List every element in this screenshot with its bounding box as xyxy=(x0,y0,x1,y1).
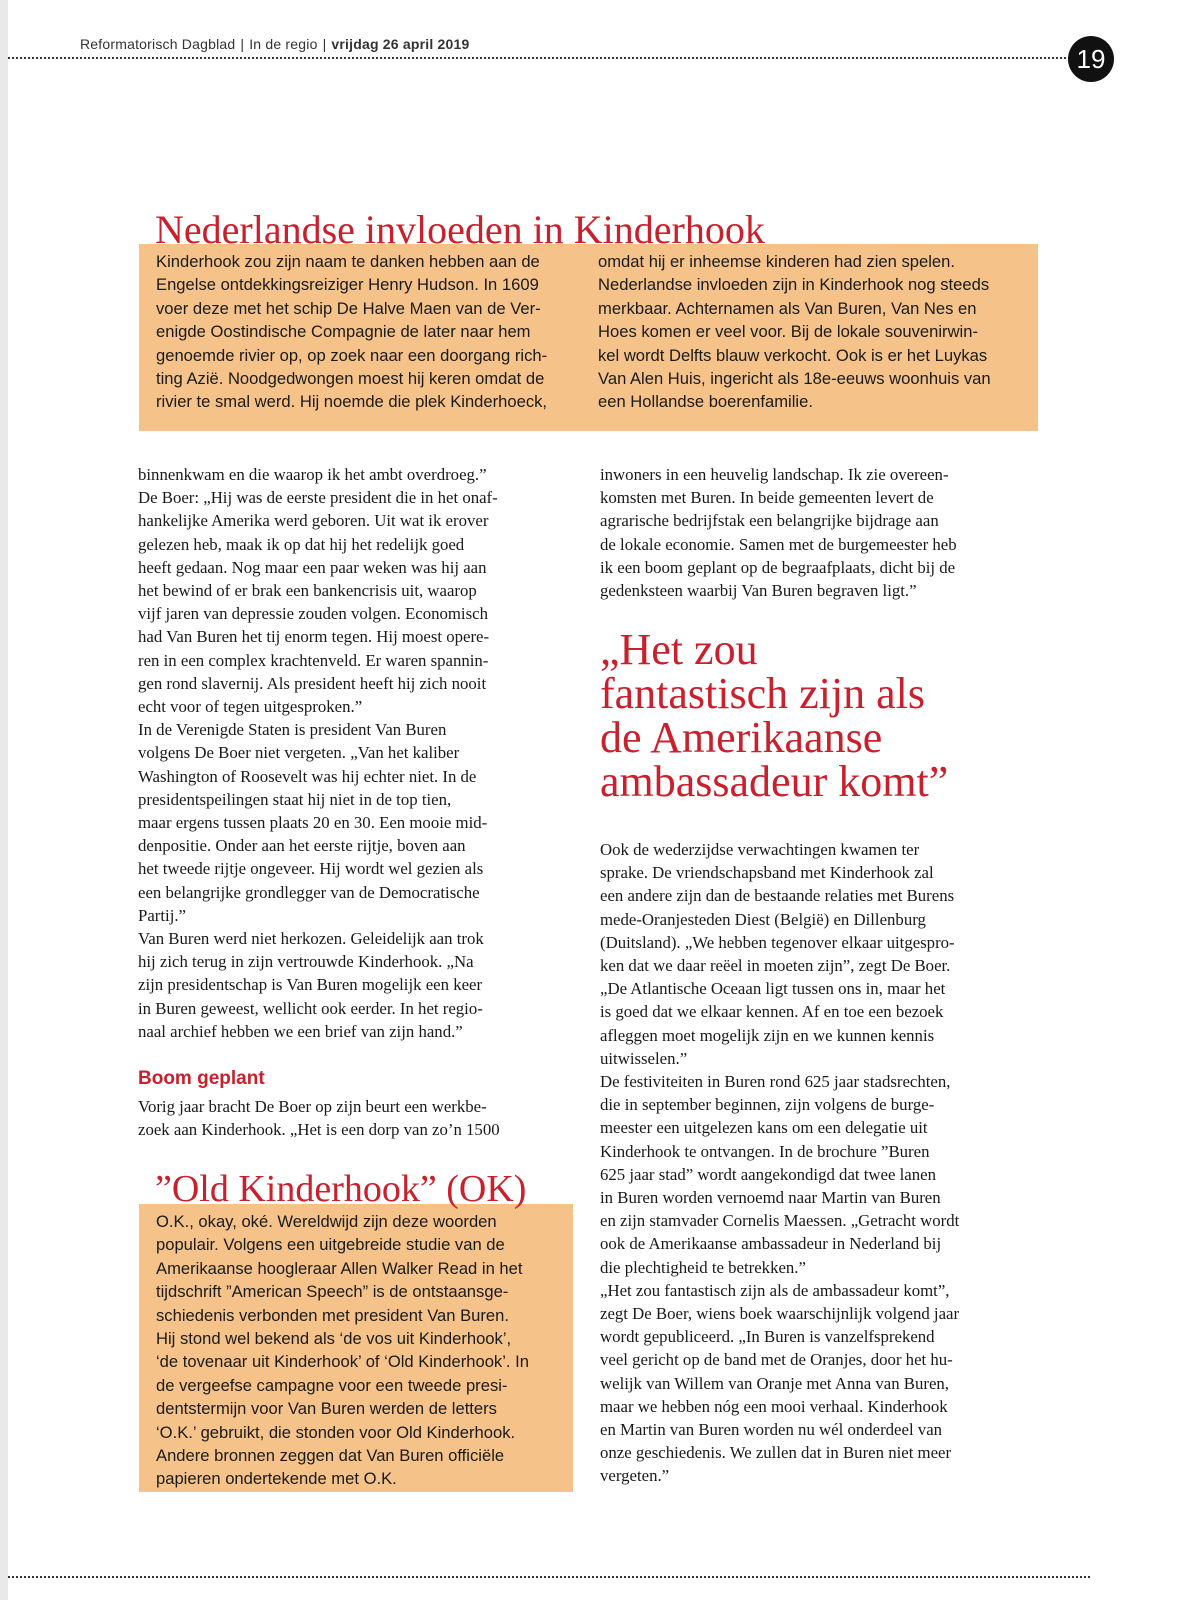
header-separator: | xyxy=(240,36,245,52)
article-text-right: inwoners in een heuvelig landschap. Ik zie overeen- komsten met Buren. In beide gemeenten levert de agrarische bedrijfstak een belangrijke bijdrage aan de lokale economie. Samen met de burgemeester heb ik een boom geplant op de begraafplaats, dicht bij de gedenksteen waarbij Van Buren begraven ligt.” xyxy=(600,465,957,601)
article-text-left-continued: Vorig jaar bracht De Boer op zijn beurt een werkbe- zoek aan Kinderhook. „Het is een dorp van zo’n 1500 xyxy=(138,1097,500,1140)
page-edge xyxy=(0,0,8,1600)
article-text-left: binnenkwam en die waarop ik het ambt overdroeg.” De Boer: „Hij was de eerste president die in het onaf- hankelijke Amerika werd geboren. Uit wat ik erover gelezen heb, maak ik op dat hij het redelijk goed heeft gedaan. Nog maar een paar weken was hij aan het bewind of er brak een bankencrisis uit, waarop vijf jaren van depressie zouden volgen. Economisch had Van Buren het tij enorm tegen. Hij moest opere- ren in een complex krachtenveld. Er waren spannin- gen rond slavernij. Als president heeft hij zich nooit echt voor of tegen uitgesproken.” In de Verenigde Staten is president Van Buren volgens De Boer niet vergeten. „Van het kaliber Washington of Roosevelt was hij echter niet. In de presidentspeilingen staat hij niet in de top tien, maar ergens tussen plaats 20 en 30. Een mooie mid- denpositie. Onder aan het eerste rijtje, boven aan het tweede rijtje ongeveer. Hij wordt wel gezien als een belangrijke grondlegger van de Democratische Partij.” Van Buren werd niet herkozen. Geleidelijk aan trok hij zich terug in zijn vertrouwde Kinderhook. „Na zijn presidentschap is Van Buren mogelijk een keer in Buren geweest, wellicht ook eerder. In het regio- naal archief hebben we een brief van zijn hand.” xyxy=(138,465,498,1041)
info-box-text-left: Kinderhook zou zijn naam te danken hebben aan de Engelse ontdekkingsreiziger Henry Hudson. In 1609 voer deze met het schip De Halve Maen van de Ver- enigde Oostindische Compagnie de later naar hem genoemde rivier op, op zoek naar een doorgang rich- ting Azië. Noodgedwongen moest hij keren omdat de rivier te smal werd. Hij noemde die plek Kinderhoeck, xyxy=(156,252,548,412)
ok-box-text: O.K., okay, oké. Wereldwijd zijn deze woorden populair. Volgens een uitgebreide studie van de Amerikaanse hoogleraar Allen Walker Read in het tijdschrift ”American Speech” is de ontstaansge- schiedenis verbonden met president Van Buren. Hij stond wel bekend als ‘de vos uit Kinderhook’, ‘de tovenaar uit Kinderhook’ of ‘Old Kinderhook’. In de vergeefse campagne voor een tweede presi- dentstermijn voor Van Buren werden de letters ‘O.K.’ gebruikt, die stonden voor Old Kinderhook. Andere bronnen zeggen dat Van Buren officiële papieren ondertekende met O.K. xyxy=(156,1212,529,1489)
info-box-text-right: omdat hij er inheemse kinderen had zien spelen. Nederlandse invloeden zijn in Kinderhook nog steeds merkbaar. Achternamen als Van Buren, Van Nes en Hoes komen er veel voor. Bij de lokale souvenirwin- kel wordt Delfts blauw verkocht. Ook is er het Luykas Van Alen Huis, ingericht als 18e-eeuws woonhuis van een Hollandse boerenfamilie. xyxy=(598,252,991,412)
page-number-badge: 19 xyxy=(1068,36,1114,82)
info-box-title: Nederlandse invloeden in Kinderhook xyxy=(155,207,765,252)
header-separator: | xyxy=(322,36,327,52)
section-name: In de regio xyxy=(249,36,318,52)
ok-box-title: ”Old Kinderhook” (OK) xyxy=(155,1168,527,1210)
issue-date: vrijdag 26 april 2019 xyxy=(331,36,470,52)
publication-name: Reformatorisch Dagblad xyxy=(80,36,236,52)
page-header xyxy=(80,36,469,52)
header-rule xyxy=(8,57,1090,59)
subheading: Boom geplant xyxy=(138,1068,265,1089)
footer-rule xyxy=(8,1576,1090,1578)
pull-quote: „Het zou fantastisch zijn als de Amerikaanse ambassadeur komt” xyxy=(600,625,949,806)
article-text-right-continued: Ook de wederzijdse verwachtingen kwamen ter sprake. De vriendschapsband met Kinderhook zal een andere zijn dan de bestaande relaties met Burens mede-Oranjesteden Diest (België) en Dillenburg (Duitsland). „We hebben tegenover elkaar uitgespro- ken dat we daar reëel in moeten zijn”, zegt De Boer. „De Atlantische Oceaan ligt tussen ons in, maar het is goed dat we elkaar kennen. Af en toe een bezoek afleggen moet mogelijk zijn en we kunnen kennis uitwisselen.” De festiviteiten in Buren rond 625 jaar stadsrechten, die in september beginnen, zijn volgens de burge- meester een uitgelezen kans om een delegatie uit Kinderhook te ontvangen. In de brochure ”Buren 625 jaar stad” wordt aangekondigd dat twee lanen in Buren worden vernoemd naar Martin van Buren en zijn stamvader Cornelis Maessen. „Getracht wordt ook de Amerikaanse ambassadeur in Nederland bij die plechtigheid te betrekken.” „Het zou fantastisch zijn als de ambassadeur komt”, zegt De Boer, wiens boek waarschijnlijk volgend jaar wordt gepubliceerd. „In Buren is vanzelfsprekend veel gericht op de band met de Oranjes, door het hu- welijk van Willem van Oranje met Anna van Buren, maar we hebben nóg een mooi verhaal. Kinderhook en Martin van Buren worden nu wél onderdeel van onze geschiedenis. We zullen dat in Buren niet meer vergeten.” xyxy=(600,840,960,1486)
